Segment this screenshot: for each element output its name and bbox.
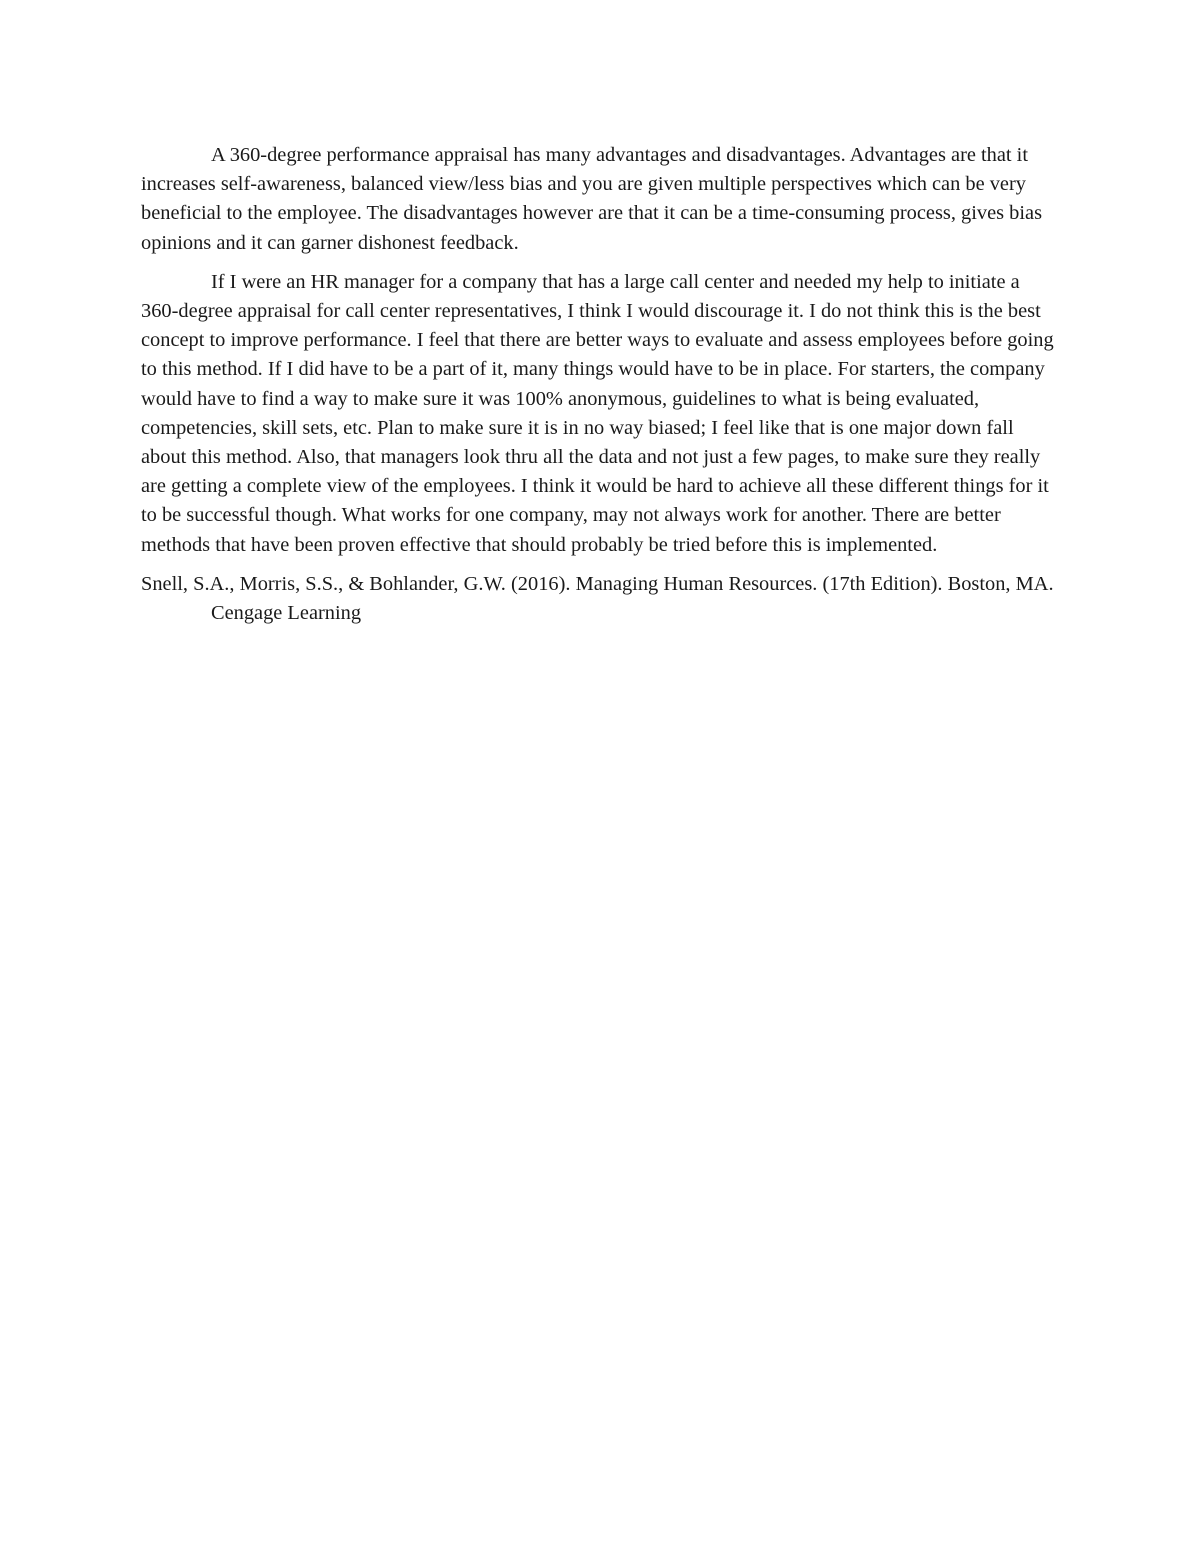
reference-citation: Snell, S.A., Morris, S.S., & Bohlander, G.W. (2016). Managing Human Resources. (17th Edition). Boston, MA. Cengage Learning bbox=[141, 572, 1054, 625]
paragraph-advantages: A 360-degree performance appraisal has many advantages and disadvantages. Advantages are that it increases self-awareness, balanced view/less bias and you are given multiple perspectives which can be very beneficial to the employee. The disadvantages however are that it can be a time-consuming process, gives bias opinions and it can garner dishonest feedback. bbox=[141, 144, 1043, 254]
document-body bbox=[141, 141, 1061, 628]
paragraph-hr-manager: If I were an HR manager for a company that has a large call center and needed my help to initiate a 360-degree appraisal for call center representatives, I think I would discourage it. I do not think this is the best concept to improve performance. I feel that there are better ways to evaluate and assess employees before going to this method. If I did have to be a part of it, many things would have to be in place. For starters, the company would have to find a way to make sure it was 100% anonymous, guidelines to what is being evaluated, competencies, skill sets, etc. Plan to make sure it is in no way biased; I feel like that is one major down fall about this method. Also, that managers look thru all the data and not just a few pages, to make sure they really are getting a complete view of the employees. I think it would be hard to achieve all these different things for it to be successful though. What works for one company, may not always work for another. There are better methods that have been proven effective that should probably be tried before this is implemented. bbox=[141, 270, 1054, 556]
